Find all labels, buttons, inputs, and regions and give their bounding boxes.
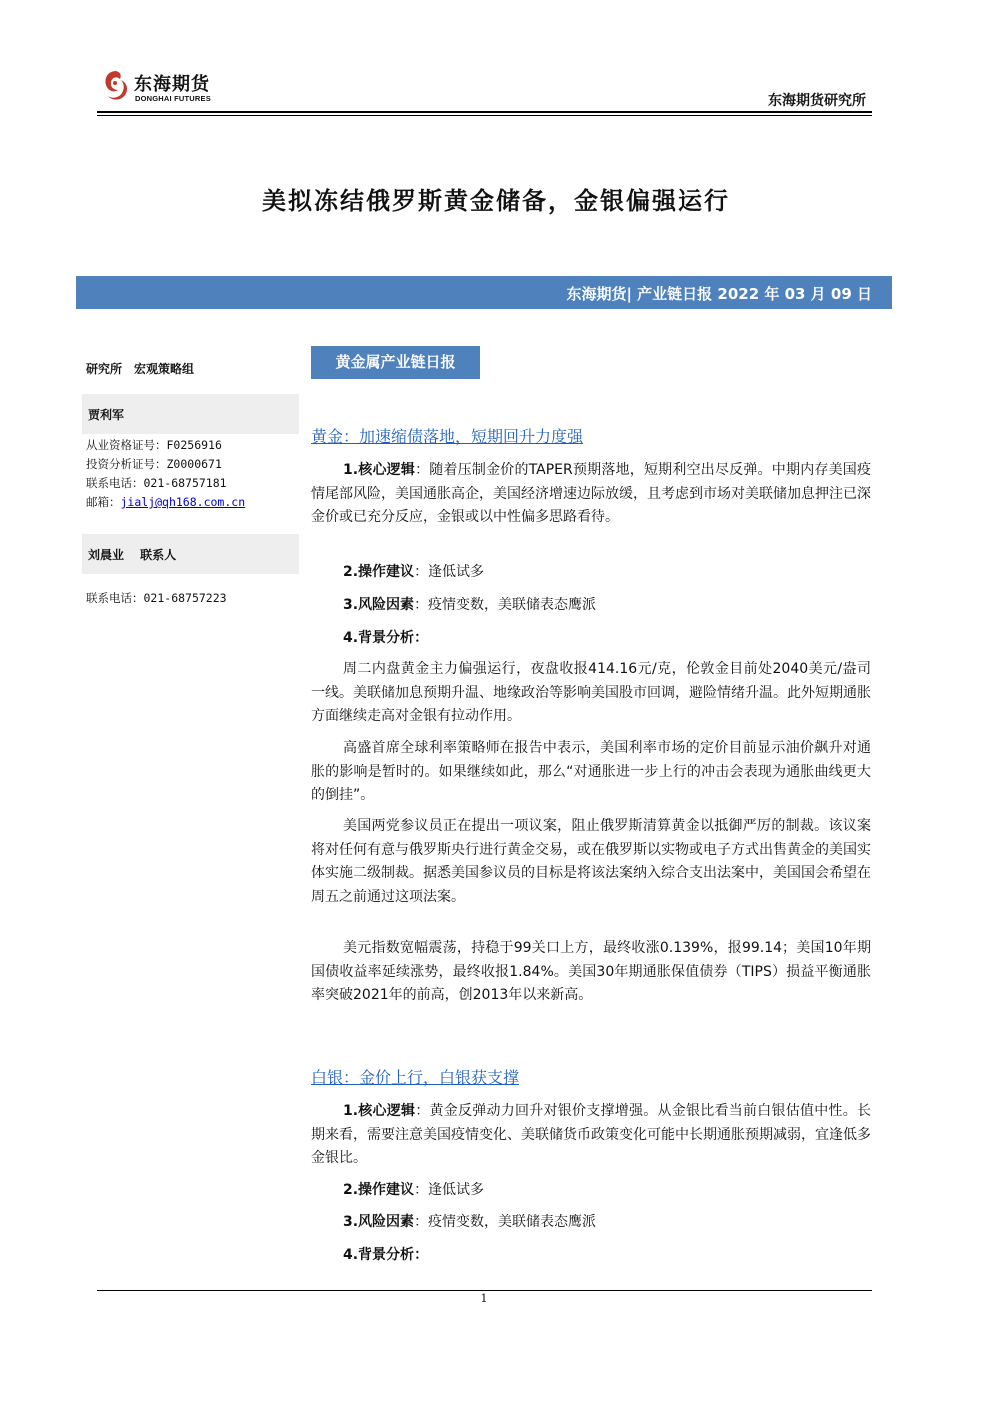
qualification-number: 从业资格证号：F0256916 [86, 438, 222, 452]
silver-op-text: ：逢低试多 [414, 1182, 485, 1198]
gold-paragraph: 美元指数宽幅震荡，持稳于99关口上方，最终收涨0.139%，报99.14；美国10年期国债收益率延续涨势，最终收报1.84%。美国30年期通胀保值债券（TIPS）损益平衡通胀率突破2021年的前高，创2013年以来新高。 [311, 940, 871, 1003]
silver-background-heading [343, 1244, 428, 1268]
gold-core-logic [311, 459, 871, 530]
silver-risk-text: ：疫情变数，美联储表态鹰派 [414, 1214, 597, 1230]
silver-risk [343, 1211, 596, 1235]
contact-name: 刘晨业 联系人 [88, 548, 177, 562]
header-rule [97, 111, 872, 113]
gold-logic-label: 1.核心逻辑 [343, 462, 416, 478]
gold-bg-colon: ： [414, 630, 429, 646]
report-banner [76, 276, 892, 309]
silver-bg-label: 4.背景分析 [343, 1247, 415, 1263]
silver-op-label: 2.操作建议 [343, 1182, 415, 1198]
silver-core-logic [311, 1100, 871, 1171]
analysis-number: 投资分析证号：Z0000671 [86, 457, 222, 471]
company-logo [100, 68, 225, 108]
contact-name-band [82, 534, 299, 574]
gold-logic-text: ：随着压制金价的TAPER预期落地，短期利空出尽反弹。中期内存美国疫情尾部风险，美国通胀高企，美国经济增速边际放缓，且考虑到市场对美联储加息押注已深金价或已充分反应，金银或以中性偏多思路看待。 [311, 462, 871, 525]
page-number: 1 [480, 1292, 488, 1305]
contact-phone: 联系电话：021-68757223 [86, 591, 227, 605]
gold-paragraph: 高盛首席全球利率策略师在报告中表示，美国利率市场的定价目前显示油价飙升对通胀的影响是暂时的。如果继续如此，那么“对通胀进一步上行的冲击会表现为通胀曲线更大的倒挂”。 [311, 740, 871, 803]
email-label: 邮箱： [86, 495, 121, 509]
dragon-logo-icon [100, 68, 132, 104]
gold-op-text: ：逢低试多 [414, 564, 485, 580]
gold-risk-label: 3.风险因素 [343, 597, 415, 613]
gold-paragraph: 周二内盘黄金主力偏强运行，夜盘收报414.16元/克，伦敦金目前处2040美元/盎司一线。美联储加息预期升温、地缘政治等影响美国股市回调，避险情绪升温。此外短期通胀方面继续走高对金银有拉动作用。 [311, 661, 871, 724]
analyst-contact [86, 436, 299, 512]
gold-operation [343, 561, 484, 585]
silver-risk-label: 3.风险因素 [343, 1214, 415, 1230]
silver-section-title: 白银：金价上行，白银获支撑 [311, 1068, 520, 1087]
banner-text: 东海期货| 产业链日报 2022 年 03 月 09 日 [566, 285, 872, 303]
analyst-name-band [82, 394, 299, 434]
silver-logic-text: ：黄金反弹动力回升对银价支撑增强。从金银比看当前白银估值中性。长期来看，需要注意美国疫情变化、美联储货币政策变化可能中长期通胀预期减弱，宜逢低多金银比。 [311, 1103, 872, 1166]
gold-risk [343, 594, 596, 618]
report-tag: 黄金属产业链日报 [311, 346, 480, 379]
footer-rule [97, 1290, 872, 1291]
gold-risk-text: ：疫情变数，美联储表态鹰派 [414, 597, 597, 613]
header-rule-thin [97, 115, 872, 116]
analyst-name: 贾利军 [88, 408, 125, 422]
silver-bg-colon: ： [414, 1247, 429, 1263]
gold-background-heading [343, 627, 428, 651]
gold-bg-label: 4.背景分析 [343, 630, 415, 646]
email-link[interactable]: jialj@qh168.com.cn [120, 495, 246, 509]
sidebar-department: 研究所 宏观策略组 [86, 362, 195, 376]
gold-section-title: 黄金：加速缩债落地，短期回升力度强 [311, 427, 584, 446]
logo-chinese-name: 东海期货 [134, 74, 210, 95]
analyst-phone: 联系电话：021-68757181 [86, 476, 227, 490]
gold-paragraph: 美国两党参议员正在提出一项议案，阻止俄罗斯清算黄金以抵御严厉的制裁。该议案将对任何有意与俄罗斯央行进行黄金交易，或在俄罗斯以实物或电子方式出售黄金的美国实体实施二级制裁。据悉美国参议员的目标是将该法案纳入综合支出法案中，美国国会希望在周五之前通过这项法案。 [311, 818, 871, 905]
logo-english-name: DONGHAI FUTURES [135, 94, 211, 103]
silver-logic-label: 1.核心逻辑 [343, 1103, 416, 1119]
analyst-email-row [86, 493, 299, 512]
silver-operation [343, 1179, 484, 1203]
gold-op-label: 2.操作建议 [343, 564, 415, 580]
institute-name: 东海期货研究所 [768, 93, 866, 109]
document-title: 美拟冻结俄罗斯黄金储备，金银偏强运行 [262, 186, 730, 215]
